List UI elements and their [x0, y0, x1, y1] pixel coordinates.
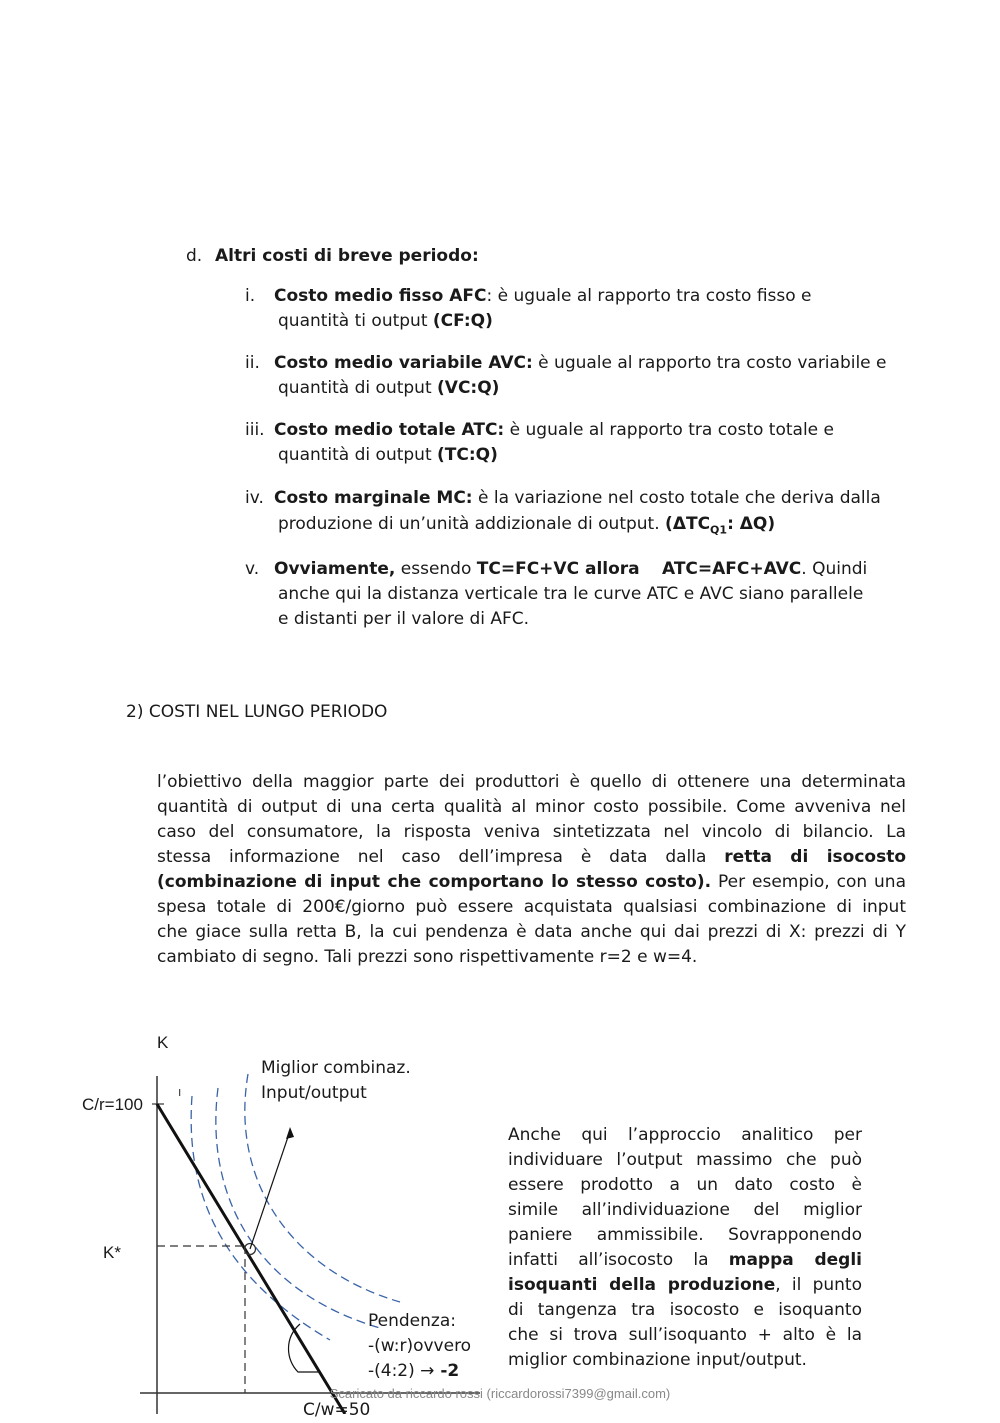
isocost-line: [157, 1104, 345, 1414]
item-iv-formula-sub: Q1: [710, 523, 728, 537]
input-output-label: Input/output: [261, 1083, 367, 1103]
paragraph-line: caso del consumatore, la risposta veniva sintetizzata nel vincolo di bilancio. La: [157, 822, 906, 842]
item-i-formula: (CF:Q): [432, 311, 493, 331]
slope-label-2: -(w:r)ovvero: [368, 1336, 472, 1356]
side-line: di tangenza tra isocosto e isoquanto: [508, 1300, 862, 1320]
isoquant-mid: [216, 1088, 380, 1328]
item-v-line1-a: [274, 557, 640, 582]
item-v-line2: anche qui la distanza verticale tra le curve ATC e AVC siano parallele: [278, 584, 864, 604]
cw-label: C/w=50: [303, 1400, 371, 1420]
paragraph-line: l’obiettivo della maggior parte dei produttori è quello di ottenere una determinata: [157, 772, 906, 792]
item-ii-term: Costo medio variabile AVC:: [274, 353, 533, 373]
item-v-text-a: essendo: [395, 559, 477, 579]
item-iv-term: Costo marginale MC:: [274, 488, 473, 508]
item-iv-line2: [278, 512, 775, 542]
item-iii-line2-text: quantità di output: [278, 445, 438, 465]
side-line: che si trova sull’isoquanto + alto è la: [508, 1325, 862, 1345]
paragraph-line: [157, 870, 906, 895]
item-iii-formula: (TC:Q): [437, 445, 498, 465]
section-d-title: Altri costi di breve periodo:: [215, 246, 479, 266]
paragraph-line: quantità di output di una certa qualità al minor costo possibile. Come avveniva nel: [157, 797, 906, 817]
arrow-head-icon: [286, 1127, 294, 1139]
list-marker-iv: iv.: [245, 488, 264, 508]
slope-text: -(4:2): [368, 1361, 421, 1381]
item-ii-text: è uguale al rapporto tra costo variabile e: [532, 353, 887, 373]
side-text: infatti all’isocosto la: [508, 1250, 729, 1270]
item-i-term: Costo medio fisso AFC: [274, 286, 487, 306]
tick-mark: ı: [178, 1085, 182, 1099]
item-v-line3: e distanti per il valore di AFC.: [278, 609, 530, 629]
kstar-label: K*: [103, 1243, 121, 1262]
isoquant-high: [245, 1074, 400, 1302]
paragraph-text: stessa informazione nel caso dell’impresa è data dalla: [157, 847, 725, 867]
side-term: mappa degli: [728, 1250, 863, 1270]
item-iv-line1: [274, 486, 881, 511]
paragraph-definition: (combinazione di input che comportano lo stesso costo).: [157, 872, 712, 892]
section-2-heading: 2) COSTI NEL LUNGO PERIODO: [126, 702, 388, 722]
paragraph-line: che giace sulla retta B, la cui pendenza è data anche qui dai prezzi di X: prezzi di Y: [157, 922, 906, 942]
item-v-term: Ovviamente,: [274, 559, 396, 579]
item-i-line1: [274, 284, 812, 309]
paragraph-line: spesa totale di 200€/giorno può essere acquistata qualsiasi combinazione di input: [157, 897, 906, 917]
slope-label-1: Pendenza:: [368, 1311, 456, 1331]
paragraph-text: Per esempio, con una: [711, 872, 906, 892]
item-v-line1-b: [662, 557, 867, 582]
side-line: individuare l’output massimo che può: [508, 1150, 862, 1170]
pointer-arrow: [250, 1131, 290, 1249]
item-ii-formula: (VC:Q): [437, 378, 500, 398]
item-ii-line1: [274, 351, 887, 376]
item-iv-text: è la variazione nel costo totale che deriva dalla: [472, 488, 881, 508]
cr-label: C/r=100: [82, 1095, 143, 1114]
side-text: , il punto: [775, 1275, 862, 1295]
side-line: Anche qui l’approccio analitico per: [508, 1125, 862, 1145]
side-line: [508, 1248, 862, 1273]
side-paragraph: [508, 1123, 862, 1373]
slope-label-3: [368, 1359, 459, 1384]
item-iv-line2-text: produzione di un’unità addizionale di output.: [278, 514, 666, 534]
side-line: paniere ammissibile. Sovrapponendo: [508, 1225, 862, 1245]
side-line: simile all’individuazione del miglior: [508, 1200, 862, 1220]
axis-k-label: K: [157, 1033, 169, 1052]
item-iii-line1: [274, 418, 834, 443]
list-marker-i: i.: [245, 286, 256, 306]
item-iv-formula-b: : ΔQ): [727, 514, 776, 534]
item-iii-line2: [278, 443, 498, 468]
item-ii-line2: [278, 376, 499, 401]
item-i-text: : è uguale al rapporto tra costo fisso e: [486, 286, 812, 306]
slope-value: -2: [434, 1361, 460, 1381]
item-v-text-b: . Quindi: [801, 559, 868, 579]
item-i-line2: [278, 309, 493, 334]
list-marker-v: v.: [245, 559, 260, 579]
item-iii-text: è uguale al rapporto tra costo totale e: [504, 420, 834, 440]
item-v-formula-2: ATC=AFC+AVC: [662, 559, 802, 579]
body-paragraph: [157, 770, 906, 970]
list-marker-d: d.: [186, 246, 203, 266]
side-line: miglior combinazione input/output.: [508, 1350, 807, 1370]
paragraph-term: retta di isocosto: [724, 847, 907, 867]
paragraph-line: cambiato di segno. Tali prezzi sono rispettivamente r=2 e w=4.: [157, 947, 698, 967]
item-i-line2-text: quantità ti output: [278, 311, 433, 331]
side-term: isoquanti della produzione: [508, 1275, 776, 1295]
side-line: [508, 1273, 862, 1298]
download-footer: Scaricato da riccardo rossi (riccardorossi7399@gmail.com): [329, 1386, 671, 1401]
best-combination-label: Miglior combinaz.: [261, 1058, 411, 1078]
paragraph-line: [157, 845, 906, 870]
list-marker-iii: iii.: [245, 420, 265, 440]
side-line: essere prodotto a un dato costo è: [508, 1175, 862, 1195]
item-ii-line2-text: quantità di output: [278, 378, 438, 398]
item-v-formula-1: TC=FC+VC allora: [476, 559, 640, 579]
item-iv-formula-a: (ΔTC: [665, 514, 711, 534]
right-arrow-icon: →: [420, 1361, 435, 1381]
item-iii-term: Costo medio totale ATC:: [274, 420, 505, 440]
list-marker-ii: ii.: [245, 353, 260, 373]
